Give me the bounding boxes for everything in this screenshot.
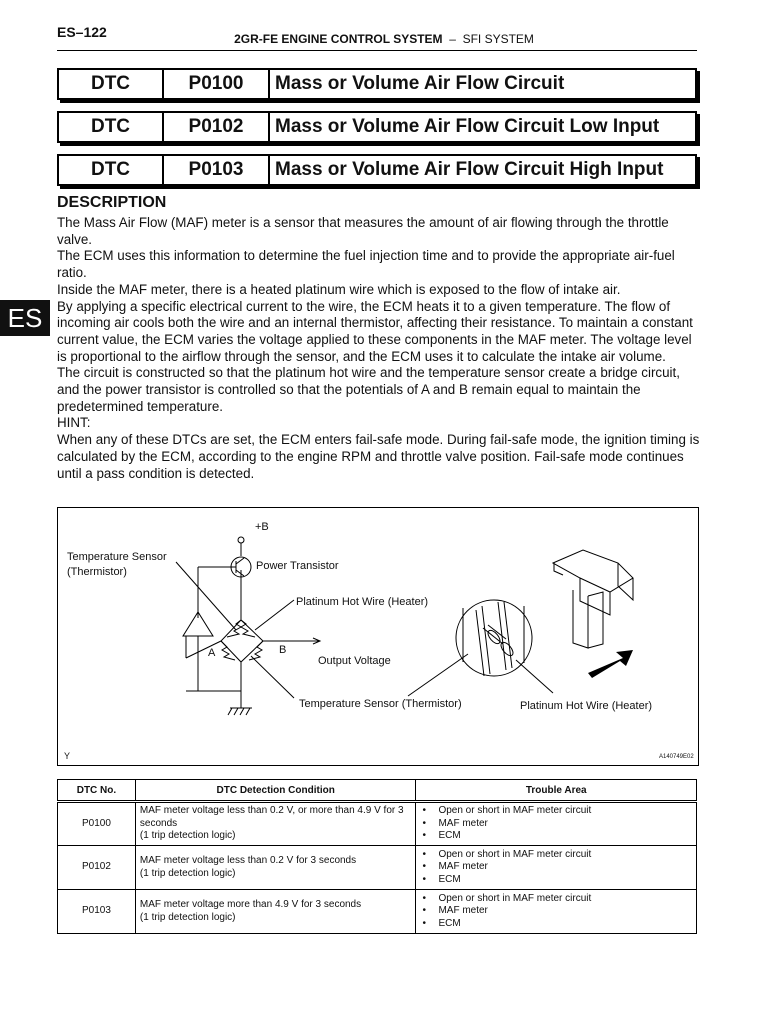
description-paragraph: The Mass Air Flow (MAF) meter is a sensor that measures the amount of air flowing through the throttle valve. — [57, 215, 669, 247]
header-rule — [57, 50, 697, 51]
col-header-detection-condition: DTC Detection Condition — [135, 780, 416, 802]
trouble-item: • MAF meter — [420, 818, 692, 831]
cell-condition — [135, 802, 416, 846]
cell-condition — [135, 890, 416, 934]
header-title-sep: – — [449, 32, 456, 46]
header-title-rest: SFI SYSTEM — [462, 32, 534, 46]
table-row — [58, 890, 697, 934]
label-power-transistor: Power Transistor — [256, 560, 339, 572]
description-paragraph: Inside the MAF meter, there is a heated platinum wire which is exposed to the flow of intake air. — [57, 281, 621, 297]
condition-line: (1 trip detection logic) — [139, 867, 236, 879]
cell-dtc-code: P0103 — [58, 890, 136, 934]
section-side-tab: ES — [0, 300, 50, 336]
trouble-item: • ECM — [420, 874, 692, 887]
dtc-box-p0100 — [57, 68, 697, 100]
label-temperature-sensor: Temperature Sensor — [67, 551, 167, 563]
circuit-diagram — [58, 508, 698, 765]
label-plus-b: +B — [255, 521, 269, 533]
dtc-label: DTC — [59, 113, 164, 141]
figure-id: A140749E02 — [659, 754, 694, 760]
hint-label: HINT: — [57, 415, 91, 431]
label-platinum-hot-wire: Platinum Hot Wire (Heater) — [296, 596, 429, 608]
table-row — [58, 802, 697, 846]
table-header-row — [58, 780, 697, 802]
dtc-box-p0102 — [57, 111, 697, 143]
page-number: ES–122 — [57, 24, 107, 40]
trouble-item: • ECM — [420, 918, 692, 931]
col-header-dtc-no: DTC No. — [58, 780, 136, 802]
dtc-code: P0103 — [164, 156, 270, 184]
condition-line: (1 trip detection logic) — [139, 830, 236, 842]
figure-corner-mark: Y — [64, 751, 71, 761]
condition-line: MAF meter voltage less than 0.2 V for 3 seconds — [139, 855, 357, 866]
running-header — [0, 32, 768, 46]
dtc-label: DTC — [59, 70, 164, 98]
cell-dtc-code: P0102 — [58, 846, 136, 890]
dtc-box-p0103 — [57, 154, 697, 186]
table-row — [58, 846, 697, 890]
label-platinum-hot-wire-right: Platinum Hot Wire (Heater) — [520, 700, 653, 712]
header-title-bold: 2GR-FE ENGINE CONTROL SYSTEM — [234, 32, 443, 46]
description-paragraph: The ECM uses this information to determine the fuel injection time and to provide the appropriate air-fuel ratio. — [57, 248, 675, 281]
dtc-title: Mass or Volume Air Flow Circuit — [275, 73, 565, 94]
col-header-trouble-area: Trouble Area — [416, 780, 697, 802]
label-node-b: B — [279, 644, 287, 656]
label-thermistor: (Thermistor) — [67, 566, 127, 578]
cell-trouble-area — [416, 802, 697, 846]
condition-line: MAF meter voltage less than 0.2 V, or more than 4.9 V for 3 seconds — [139, 805, 404, 829]
trouble-item: • MAF meter — [420, 861, 692, 874]
label-output-voltage: Output Voltage — [318, 655, 391, 667]
trouble-item: • ECM — [420, 830, 692, 843]
label-temperature-sensor-bottom: Temperature Sensor (Thermistor) — [299, 698, 462, 710]
dtc-title: Mass or Volume Air Flow Circuit High Input — [275, 159, 664, 180]
condition-line: (1 trip detection logic) — [139, 911, 236, 923]
cell-trouble-area — [416, 846, 697, 890]
trouble-item: • Open or short in MAF meter circuit — [420, 893, 692, 906]
description-paragraph: By applying a specific electrical current to the wire, the ECM heats it to a given temperature. The flow of incoming air cools both the wire and an internal thermistor, affecting their resistance. To maintain a constant current value, the ECM varies the voltage applied to these components in the MAF meter. The voltage level is proportional to the airflow through the sensor, and the ECM uses it to calculate the intake air volume. — [57, 298, 693, 364]
trouble-item: • Open or short in MAF meter circuit — [420, 849, 692, 862]
maf-circuit-figure — [57, 507, 699, 766]
section-heading-description: DESCRIPTION — [57, 194, 167, 211]
trouble-item: • Open or short in MAF meter circuit — [420, 805, 692, 818]
cell-trouble-area — [416, 890, 697, 934]
description-paragraph: The circuit is constructed so that the platinum hot wire and the temperature sensor create a bridge circuit, and the power transistor is controlled so that the potentials of A and B remain equal to maintain the predetermined temperature. — [57, 365, 680, 414]
cell-condition — [135, 846, 416, 890]
trouble-item: • MAF meter — [420, 905, 692, 918]
dtc-code: P0100 — [164, 70, 270, 98]
dtc-title: Mass or Volume Air Flow Circuit Low Input — [275, 116, 660, 137]
dtc-code: P0102 — [164, 113, 270, 141]
description-paragraph: When any of these DTCs are set, the ECM enters fail-safe mode. During fail-safe mode, the ignition timing is calculated by the ECM, according to the engine RPM and throttle valve position. Fail-safe mode continues until a pass condition is detected. — [57, 432, 700, 481]
dtc-condition-table — [57, 779, 697, 934]
cell-dtc-code: P0100 — [58, 802, 136, 846]
label-node-a: A — [208, 647, 216, 659]
condition-line: MAF meter voltage more than 4.9 V for 3 seconds — [139, 899, 362, 910]
description-body — [57, 215, 702, 482]
dtc-label: DTC — [59, 156, 164, 184]
